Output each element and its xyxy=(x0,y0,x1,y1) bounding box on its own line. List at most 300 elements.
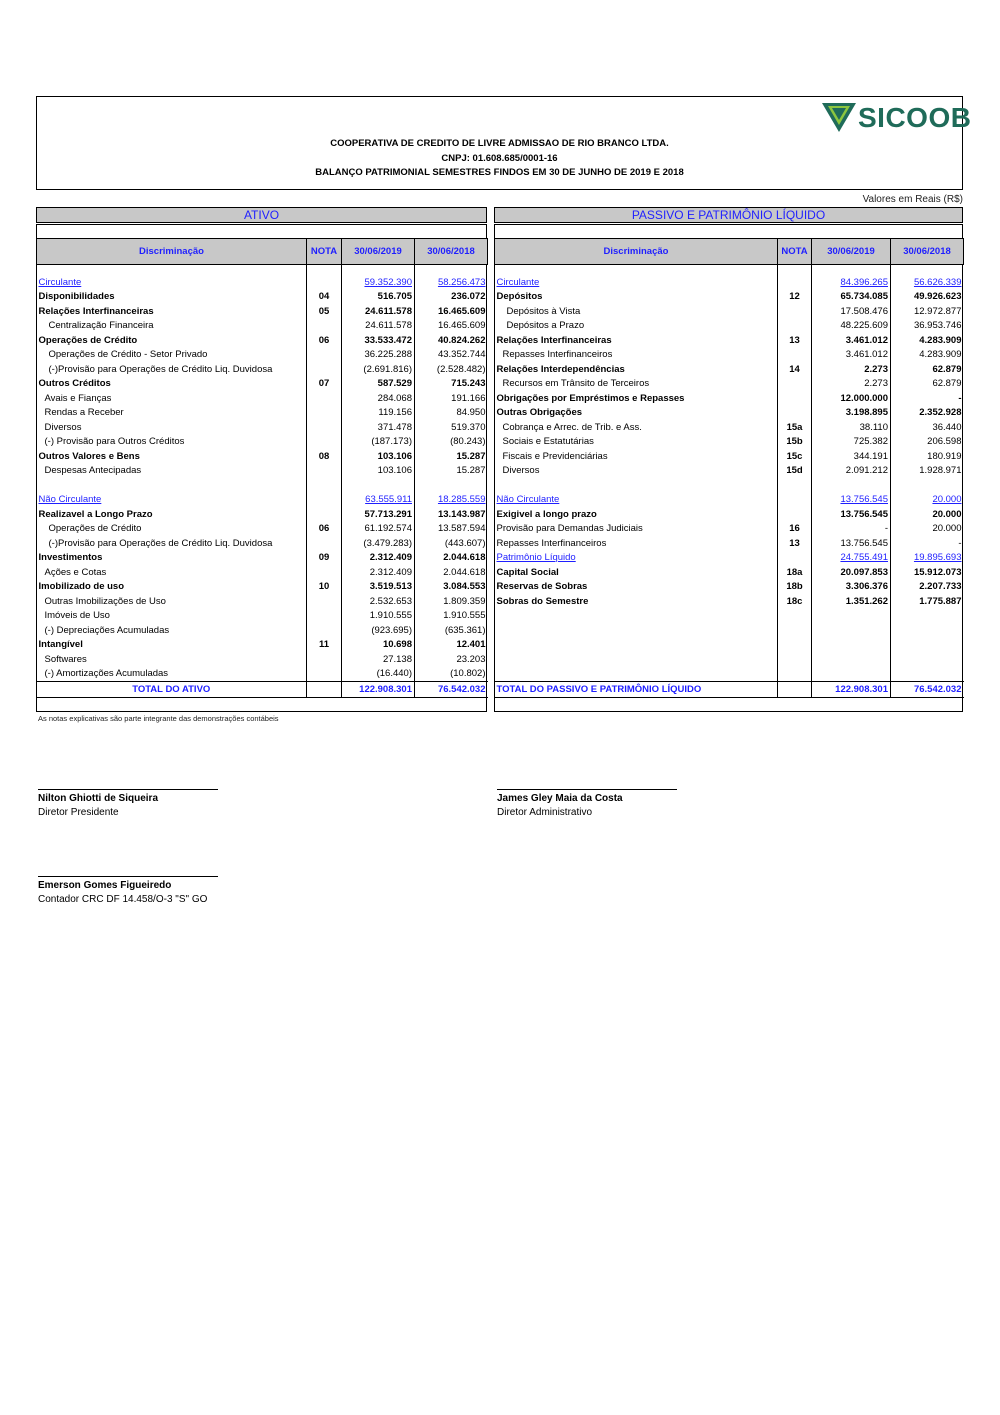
table-row xyxy=(37,652,488,667)
row-nota xyxy=(307,594,342,609)
row-label: Rendas a Receber xyxy=(44,407,124,419)
row-value-2018: 3.084.553 xyxy=(415,580,488,595)
row-value-2018: 12.401 xyxy=(415,638,488,653)
row-label: Depósitos à Vista xyxy=(506,305,581,317)
row-value-2018 xyxy=(891,609,964,624)
row-label: Diversos xyxy=(502,465,540,477)
report-title: BALANÇO PATRIMONIAL SEMESTRES FINDOS EM 30 DE JUNHO DE 2019 E 2018 xyxy=(315,167,684,178)
row-value-2018: 13.143.987 xyxy=(415,507,488,522)
row-label: (-) Depreciações Acumuladas xyxy=(44,624,170,636)
row-value-2019: 33.533.472 xyxy=(342,333,415,348)
table-row xyxy=(495,522,964,537)
row-value-2019: 13.756.545 xyxy=(812,536,891,551)
row-value-2018: 16.465.609 xyxy=(415,304,488,319)
table-row xyxy=(37,464,488,479)
row-nota xyxy=(307,464,342,479)
row-value-2019 xyxy=(812,478,891,493)
signature-line xyxy=(38,876,218,877)
row-label: Investimentos xyxy=(38,552,103,564)
row-nota: 07 xyxy=(307,377,342,392)
row-label: (-) Amortizações Acumuladas xyxy=(44,668,169,680)
row-value-2018: (10.802) xyxy=(415,667,488,682)
row-value-2019: 12.000.000 xyxy=(812,391,891,406)
row-value-2018: 36.953.746 xyxy=(891,319,964,334)
row-value-2019: (2.691.816) xyxy=(342,362,415,377)
row-value-2018 xyxy=(891,623,964,638)
table-row xyxy=(495,319,964,334)
col-discriminacao: Discriminação xyxy=(495,239,778,265)
row-value-2019: 24.755.491 xyxy=(812,551,891,566)
row-label xyxy=(495,623,778,638)
row-nota xyxy=(307,435,342,450)
row-label: (-) Provisão para Outros Créditos xyxy=(44,436,185,448)
row-nota xyxy=(778,623,812,638)
row-label: Operações de Crédito - Setor Privado xyxy=(48,349,208,361)
col-discriminacao: Discriminação xyxy=(37,239,307,265)
row-value-2018: 43.352.744 xyxy=(415,348,488,363)
row-value-2018: 1.775.887 xyxy=(891,594,964,609)
col-2019: 30/06/2019 xyxy=(812,239,891,265)
row-label: Patrimônio Líquido xyxy=(496,552,576,564)
table-row xyxy=(37,594,488,609)
table-row xyxy=(495,551,964,566)
row-value-2018: 18.285.559 xyxy=(415,493,488,508)
passivo-table xyxy=(494,238,964,698)
table-row xyxy=(37,377,488,392)
row-value-2018: - xyxy=(891,536,964,551)
row-value-2018: 36.440 xyxy=(891,420,964,435)
row-value-2018: 20.000 xyxy=(891,507,964,522)
table-row xyxy=(495,377,964,392)
row-value-2018: 715.243 xyxy=(415,377,488,392)
row-value-2019: 57.713.291 xyxy=(342,507,415,522)
table-row xyxy=(37,580,488,595)
row-value-2018: 2.044.618 xyxy=(415,565,488,580)
row-value-2019: 2.273 xyxy=(812,377,891,392)
row-value-2019 xyxy=(812,652,891,667)
row-nota xyxy=(307,536,342,551)
row-value-2018: 23.203 xyxy=(415,652,488,667)
row-nota xyxy=(307,478,342,493)
row-value-2018: 15.287 xyxy=(415,449,488,464)
row-nota: 18a xyxy=(778,565,812,580)
row-label: Fiscais e Previdenciárias xyxy=(502,450,608,462)
row-value-2019: 65.734.085 xyxy=(812,290,891,305)
row-label: (-)Provisão para Operações de Crédito Liq. Duvidosa xyxy=(48,363,273,375)
signatory-name: Nilton Ghiotti de Siqueira xyxy=(38,793,158,804)
row-value-2019: 371.478 xyxy=(342,420,415,435)
table-row xyxy=(495,348,964,363)
total-label: TOTAL DO PASSIVO E PATRIMÔNIO LÍQUIDO xyxy=(495,682,778,698)
row-nota: 15b xyxy=(778,435,812,450)
total-value-2019: 122.908.301 xyxy=(812,682,891,698)
row-label: Imobilizado de uso xyxy=(38,581,125,593)
row-label: Circulante xyxy=(38,276,82,288)
row-label: Realizavel a Longo Prazo xyxy=(38,508,153,520)
row-value-2019: 1.910.555 xyxy=(342,609,415,624)
row-value-2018: 15.287 xyxy=(415,464,488,479)
row-nota: 04 xyxy=(307,290,342,305)
table-row xyxy=(37,333,488,348)
row-value-2019 xyxy=(342,478,415,493)
row-value-2019: 13.756.545 xyxy=(812,493,891,508)
row-nota xyxy=(778,638,812,653)
row-value-2018: (2.528.482) xyxy=(415,362,488,377)
row-label: Avais e Fianças xyxy=(44,392,112,404)
row-value-2018: 19.895.693 xyxy=(891,551,964,566)
table-row xyxy=(495,609,964,624)
row-value-2019: (187.173) xyxy=(342,435,415,450)
table-row xyxy=(37,493,488,508)
row-value-2019: (923.695) xyxy=(342,623,415,638)
row-value-2019 xyxy=(812,667,891,682)
row-value-2019: 10.698 xyxy=(342,638,415,653)
row-nota: 11 xyxy=(307,638,342,653)
table-row xyxy=(495,406,964,421)
table-row xyxy=(495,449,964,464)
row-label: Depósitos a Prazo xyxy=(506,320,585,332)
row-label: Relações Interfinanceiras xyxy=(38,305,154,317)
row-label: Imóveis de Uso xyxy=(44,610,110,622)
row-value-2019: 24.611.578 xyxy=(342,304,415,319)
row-value-2019 xyxy=(812,638,891,653)
row-nota: 10 xyxy=(307,580,342,595)
row-label: Depósitos xyxy=(496,291,543,303)
table-row xyxy=(495,493,964,508)
row-label: Obrigações por Empréstimos e Repasses xyxy=(496,392,685,404)
row-label: Softwares xyxy=(44,653,87,665)
table-row xyxy=(37,290,488,305)
row-value-2018: 56.626.339 xyxy=(891,275,964,290)
row-nota: 08 xyxy=(307,449,342,464)
row-nota xyxy=(778,348,812,363)
row-value-2018: 519.370 xyxy=(415,420,488,435)
table-row xyxy=(37,348,488,363)
row-value-2018: 2.352.928 xyxy=(891,406,964,421)
row-value-2019: 2.532.653 xyxy=(342,594,415,609)
row-value-2019: 119.156 xyxy=(342,406,415,421)
row-value-2019: 725.382 xyxy=(812,435,891,450)
row-nota xyxy=(307,507,342,522)
row-nota: 15c xyxy=(778,449,812,464)
row-value-2019: 1.351.262 xyxy=(812,594,891,609)
row-nota xyxy=(778,652,812,667)
row-value-2019: - xyxy=(812,522,891,537)
signature-block xyxy=(38,789,218,818)
logo-text: SICOOB xyxy=(858,102,972,133)
row-nota xyxy=(778,551,812,566)
row-nota xyxy=(778,507,812,522)
row-label: Outros Valores e Bens xyxy=(38,450,140,462)
row-value-2018: 20.000 xyxy=(891,493,964,508)
row-value-2019: 17.508.476 xyxy=(812,304,891,319)
row-label: Disponibilidades xyxy=(38,291,115,303)
total-value-2018: 76.542.032 xyxy=(415,682,488,698)
row-value-2019: 587.529 xyxy=(342,377,415,392)
signature-block xyxy=(497,789,677,818)
row-nota: 13 xyxy=(778,333,812,348)
row-label xyxy=(495,652,778,667)
row-nota xyxy=(778,304,812,319)
row-value-2019: 2.273 xyxy=(812,362,891,377)
row-value-2018: 84.950 xyxy=(415,406,488,421)
row-label: Relações Interfinanceiras xyxy=(496,334,612,346)
row-value-2018 xyxy=(891,478,964,493)
table-row xyxy=(495,507,964,522)
table-row xyxy=(495,652,964,667)
col-2019: 30/06/2019 xyxy=(342,239,415,265)
row-label: Circulante xyxy=(496,276,540,288)
report-header xyxy=(36,96,972,190)
total-nota xyxy=(307,682,342,698)
signature-line xyxy=(38,789,218,790)
row-nota xyxy=(778,391,812,406)
row-value-2018: 49.926.623 xyxy=(891,290,964,305)
total-label: TOTAL DO ATIVO xyxy=(37,682,307,698)
table-row xyxy=(495,565,964,580)
row-value-2019: 20.097.853 xyxy=(812,565,891,580)
total-row xyxy=(495,682,964,698)
row-label xyxy=(495,478,778,493)
row-value-2018: 13.587.594 xyxy=(415,522,488,537)
row-nota xyxy=(778,406,812,421)
row-nota xyxy=(307,348,342,363)
row-value-2018: 191.166 xyxy=(415,391,488,406)
row-nota: 06 xyxy=(307,522,342,537)
row-nota xyxy=(778,319,812,334)
row-nota: 16 xyxy=(778,522,812,537)
table-row xyxy=(495,290,964,305)
row-value-2019: 516.705 xyxy=(342,290,415,305)
row-label: Operações de Crédito xyxy=(38,334,138,346)
row-nota xyxy=(778,377,812,392)
row-value-2018: 62.879 xyxy=(891,377,964,392)
row-nota xyxy=(307,623,342,638)
spacer-row xyxy=(495,265,964,276)
row-nota: 15a xyxy=(778,420,812,435)
row-value-2018: (443.607) xyxy=(415,536,488,551)
signature-line xyxy=(497,789,677,790)
signatory-role: Diretor Presidente xyxy=(38,807,119,818)
row-value-2019: 36.225.288 xyxy=(342,348,415,363)
table-row xyxy=(37,478,488,493)
table-row xyxy=(495,623,964,638)
total-value-2018: 76.542.032 xyxy=(891,682,964,698)
row-label: Repasses Interfinanceiros xyxy=(502,349,613,361)
row-label: Capital Social xyxy=(496,566,559,578)
row-nota xyxy=(307,406,342,421)
col-nota: NOTA xyxy=(778,239,812,265)
row-value-2018: (635.361) xyxy=(415,623,488,638)
row-nota xyxy=(778,275,812,290)
table-row xyxy=(495,420,964,435)
sicoob-logo-icon xyxy=(822,101,856,133)
row-value-2019: 2.312.409 xyxy=(342,551,415,566)
table-row xyxy=(495,536,964,551)
row-value-2018: 2.044.618 xyxy=(415,551,488,566)
row-nota: 05 xyxy=(307,304,342,319)
row-value-2018: 1.928.971 xyxy=(891,464,964,479)
table-row xyxy=(37,522,488,537)
row-nota xyxy=(778,493,812,508)
row-value-2019: 38.110 xyxy=(812,420,891,435)
table-row xyxy=(495,580,964,595)
spacer-row xyxy=(37,265,488,276)
row-label xyxy=(495,638,778,653)
row-value-2018 xyxy=(891,652,964,667)
total-row xyxy=(37,682,488,698)
row-nota: 12 xyxy=(778,290,812,305)
row-value-2018 xyxy=(415,478,488,493)
row-value-2019: 24.611.578 xyxy=(342,319,415,334)
table-row xyxy=(37,406,488,421)
row-value-2019: 103.106 xyxy=(342,464,415,479)
row-value-2018: 1.910.555 xyxy=(415,609,488,624)
row-value-2018: 62.879 xyxy=(891,362,964,377)
table-row xyxy=(37,667,488,682)
row-label xyxy=(37,478,307,493)
row-label: Sociais e Estatutárias xyxy=(502,436,594,448)
row-value-2018: 58.256.473 xyxy=(415,275,488,290)
table-row xyxy=(495,478,964,493)
table-row xyxy=(37,275,488,290)
row-value-2018: (80.243) xyxy=(415,435,488,450)
row-value-2018: 4.283.909 xyxy=(891,348,964,363)
row-value-2019: 13.756.545 xyxy=(812,507,891,522)
row-value-2018 xyxy=(891,667,964,682)
row-nota xyxy=(307,493,342,508)
row-nota xyxy=(307,420,342,435)
table-row xyxy=(37,420,488,435)
row-value-2019: 103.106 xyxy=(342,449,415,464)
units-label: Valores em Reais (R$) xyxy=(862,194,963,205)
table-row xyxy=(37,391,488,406)
row-label: Diversos xyxy=(44,421,82,433)
row-nota: 14 xyxy=(778,362,812,377)
total-nota xyxy=(778,682,812,698)
row-label: Provisão para Demandas Judiciais xyxy=(496,523,643,535)
signatory-role: Contador CRC DF 14.458/O-3 "S" GO xyxy=(38,894,208,905)
company-name: COOPERATIVA DE CREDITO DE LIVRE ADMISSAO DE RIO BRANCO LTDA. xyxy=(330,138,669,149)
table-row xyxy=(495,304,964,319)
row-nota xyxy=(778,667,812,682)
row-nota xyxy=(307,565,342,580)
row-value-2019 xyxy=(812,609,891,624)
table-row xyxy=(495,667,964,682)
row-label xyxy=(495,667,778,682)
row-value-2018: 40.824.262 xyxy=(415,333,488,348)
row-value-2019: 344.191 xyxy=(812,449,891,464)
row-value-2018: 4.283.909 xyxy=(891,333,964,348)
row-value-2019 xyxy=(812,623,891,638)
row-nota xyxy=(778,478,812,493)
company-cnpj: CNPJ: 01.608.685/0001-16 xyxy=(441,153,558,164)
row-nota xyxy=(778,609,812,624)
table-row xyxy=(495,362,964,377)
table-row xyxy=(495,594,964,609)
row-label: (-)Provisão para Operações de Crédito Liq. Duvidosa xyxy=(48,537,273,549)
table-row xyxy=(37,623,488,638)
row-label: Relações Interdependências xyxy=(496,363,625,375)
row-label: Não Circulante xyxy=(38,494,102,506)
row-value-2018: 1.809.359 xyxy=(415,594,488,609)
signatory-role: Diretor Administrativo xyxy=(497,807,593,818)
row-label: Intangível xyxy=(38,639,83,651)
table-row xyxy=(495,275,964,290)
row-nota: 13 xyxy=(778,536,812,551)
row-nota xyxy=(307,652,342,667)
ativo-title: ATIVO xyxy=(36,207,487,223)
row-nota xyxy=(307,275,342,290)
row-label: Outras Obrigações xyxy=(496,407,583,419)
table-row xyxy=(37,638,488,653)
row-nota: 06 xyxy=(307,333,342,348)
row-label: Outras Imobilizações de Uso xyxy=(44,595,166,607)
row-label: Reservas de Sobras xyxy=(496,581,588,593)
row-value-2019: 2.091.212 xyxy=(812,464,891,479)
table-row xyxy=(495,333,964,348)
row-label: Repasses Interfinanceiros xyxy=(496,537,607,549)
row-value-2018: - xyxy=(891,391,964,406)
table-row xyxy=(495,391,964,406)
row-label: Operações de Crédito xyxy=(48,523,142,535)
col-nota: NOTA xyxy=(307,239,342,265)
row-nota: 15d xyxy=(778,464,812,479)
table-row xyxy=(37,304,488,319)
row-value-2018: 16.465.609 xyxy=(415,319,488,334)
row-nota xyxy=(307,362,342,377)
row-nota: 18c xyxy=(778,594,812,609)
table-row xyxy=(495,638,964,653)
row-label xyxy=(495,609,778,624)
row-nota xyxy=(307,609,342,624)
row-nota: 09 xyxy=(307,551,342,566)
row-value-2019: 3.461.012 xyxy=(812,333,891,348)
row-value-2019: 3.519.513 xyxy=(342,580,415,595)
row-value-2018: 12.972.877 xyxy=(891,304,964,319)
table-row xyxy=(495,464,964,479)
table-row xyxy=(37,551,488,566)
row-label: Não Circulante xyxy=(496,494,560,506)
row-label: Cobrança e Arrec. de Trib. e Ass. xyxy=(502,421,642,433)
row-label: Sobras do Semestre xyxy=(496,595,589,607)
row-nota xyxy=(307,667,342,682)
signatory-name: Emerson Gomes Figueiredo xyxy=(38,880,172,891)
passivo-title: PASSIVO E PATRIMÔNIO LÍQUIDO xyxy=(494,207,963,223)
row-label: Despesas Antecipadas xyxy=(44,465,142,477)
row-value-2018: 236.072 xyxy=(415,290,488,305)
row-value-2019: 27.138 xyxy=(342,652,415,667)
row-value-2019: (3.479.283) xyxy=(342,536,415,551)
table-row xyxy=(37,536,488,551)
row-nota: 18b xyxy=(778,580,812,595)
row-value-2018: 180.919 xyxy=(891,449,964,464)
table-row xyxy=(37,609,488,624)
table-row xyxy=(37,449,488,464)
row-value-2018: 15.912.073 xyxy=(891,565,964,580)
sicoob-logo xyxy=(822,101,972,135)
row-label: Exigivel a longo prazo xyxy=(496,508,597,520)
signature-block xyxy=(38,876,218,905)
row-value-2019: 3.306.376 xyxy=(812,580,891,595)
signatory-name: James Gley Maia da Costa xyxy=(497,793,623,804)
explanatory-note: As notas explicativas são parte integrante das demonstrações contábeis xyxy=(38,714,279,723)
row-value-2019: 48.225.609 xyxy=(812,319,891,334)
table-row xyxy=(37,565,488,580)
row-value-2018: 20.000 xyxy=(891,522,964,537)
col-2018: 30/06/2018 xyxy=(415,239,488,265)
row-label: Recursos em Trânsito de Terceiros xyxy=(502,378,650,390)
